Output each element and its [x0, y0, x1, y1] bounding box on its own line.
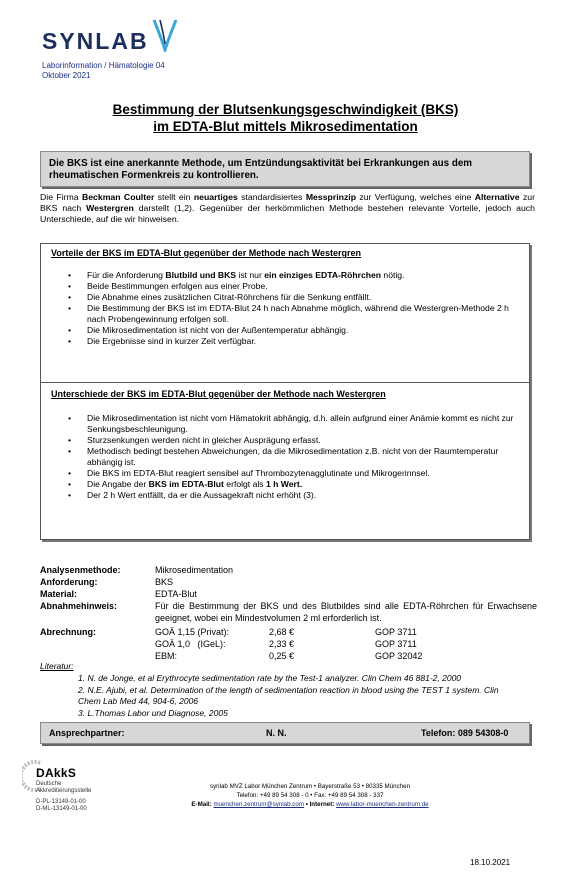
list-item: • Die Mikrosedimentation ist nicht vom Hämatokrit abhängig, d.h. allein aufgrund einer Anämie kommt es nicht zur Senkungsbeschleunigung. [87, 413, 517, 435]
list-item: • Der 2 h Wert entfällt, da er die Aussagekraft nicht erhöht (3). [87, 490, 517, 501]
list-item: • Sturzsenkungen werden nicht in gleicher Ausprägung erfasst. [87, 435, 517, 446]
list-item: • Beide Bestimmungen erfolgen aus einer Probe. [87, 281, 517, 292]
dakks-text: Deutsche Akkreditierungsstelle [36, 781, 92, 794]
method-label: Analysenmethode: [40, 565, 121, 575]
summary-box [40, 151, 530, 187]
synlab-logo-text: SYNLAB [42, 28, 149, 54]
billing-code: GOP 3711 [375, 639, 417, 649]
summary-text: Die BKS ist eine anerkannte Methode, um Entzündungsaktivität bei Erkrankungen aus dem rheumatischen Formenkreis zu kontrollieren. [49, 158, 472, 181]
list-item: • Die Mikrosedimentation ist nicht von der Außentemperatur abhängig. [87, 325, 517, 336]
contact-phone: Telefon: 089 54308-0 [421, 728, 509, 738]
billing-price: 2,33 € [269, 639, 295, 649]
section-divider [40, 382, 530, 383]
doc-date: 18.10.2021 [470, 858, 511, 867]
footer-address: synlab MVZ Labor München Zentrum • Bayerstraße 53 • 80335 München [209, 783, 411, 790]
literature-heading: Literatur: [40, 661, 74, 671]
literature-item: 3. L.Thomas Labor und Diagnose, 2005 [78, 708, 228, 718]
billing-name: EBM: [155, 651, 178, 661]
contact-label: Ansprechpartner: [49, 728, 125, 738]
differences-heading: Unterschiede der BKS im EDTA-Blut gegenüber der Methode nach Westergren [51, 389, 386, 399]
billing-name: GOÄ 1,0 (IGeL): [155, 639, 226, 649]
material-label: Material: [40, 589, 78, 599]
footer-contact: E-Mail: muenchen.zentrum@synlab.com • Internet: www.labor-muenchen-zentrum.de [191, 801, 429, 808]
page-title-line2: im EDTA-Blut mittels Mikrosedimentation [153, 119, 418, 134]
differences-list [68, 413, 517, 501]
note-value: Für die Bestimmung der BKS und des Blutbildes sind alle EDTA-Röhrchen für Erwachsene geeignet, wobei ein Mindestvolumen 2 ml erforderlich ist. [155, 601, 537, 623]
footer-phone: Telefon: +49 89 54 308 - 0 • Fax: +49 89 54 308 - 337 [236, 792, 384, 799]
contact-box [40, 722, 530, 744]
website-link[interactable]: www.labor-muenchen-zentrum.de [336, 801, 429, 808]
billing-label: Abrechnung: [40, 627, 96, 637]
doc-category: Laborinformation / Hämatologie 04 [42, 61, 165, 70]
contact-name: N. N. [266, 728, 287, 738]
page-title-line1: Bestimmung der Blutsenkungsgeschwindigkeit (BKS) [112, 102, 459, 117]
dakks-ids: D-PL-13149-01-00 D-ML-13149-01-00 [36, 799, 87, 812]
advantages-list [68, 270, 517, 347]
literature-item: 2. N.E. Ajubi, et al. Determination of the length of sedimentation reaction in blood using the TEST 1 system. Clin Chem Lab Med 44, 904-6, 2006 [78, 685, 499, 706]
billing-code: GOP 3711 [375, 627, 417, 637]
list-item: • Die Bestimmung der BKS ist im EDTA-Blut 24 h nach Abnahme möglich, während die Westergren-Methode 2 h nach Probengewinnung erfolgen soll. [87, 303, 517, 325]
list-item: • Die Angabe der BKS im EDTA-Blut erfolgt als 1 h Wert. [87, 479, 517, 490]
list-item: • Die BKS im EDTA-Blut reagiert sensibel auf Thrombozytenagglutinate und Mikrogerinnsel. [87, 468, 517, 479]
list-item: • Die Abnahme eines zusätzlichen Citrat-Röhrchens für die Senkung entfällt. [87, 292, 517, 303]
note-label: Abnahmehinweis: [40, 601, 118, 611]
intro-paragraph: Die Firma Beckman Coulter stellt ein neuartiges standardisiertes Messprinzip zur Verfügung, welches eine Alternative zur BKS nach Westergren darstellt (1,2). Gegenüber der herkömmlichen Methode bestehen relevante Vorteile, jedoch auch Unterschiede, auf die wir hinweisen. [40, 192, 536, 224]
email-link[interactable]: muenchen.zentrum@synlab.com [213, 801, 304, 808]
request-value: BKS [155, 577, 174, 587]
advantages-heading: Vorteile der BKS im EDTA-Blut gegenüber der Methode nach Westergren [51, 248, 362, 258]
billing-name: GOÄ 1,15 (Privat): [155, 627, 230, 637]
doc-month: Oktober 2021 [42, 71, 91, 80]
request-label: Anforderung: [40, 577, 98, 587]
synlab-logo-icon [150, 18, 180, 52]
method-value: Mikrosedimentation [155, 565, 234, 575]
billing-price: 0,25 € [269, 651, 295, 661]
dakks-name: DAkkS [36, 766, 77, 780]
list-item: • Die Ergebnisse sind in kurzer Zeit verfügbar. [87, 336, 517, 347]
billing-code: GOP 32042 [375, 651, 423, 661]
list-item: • Für die Anforderung Blutbild und BKS ist nur ein einziges EDTA-Röhrchen nötig. [87, 270, 517, 281]
billing-price: 2,68 € [269, 627, 295, 637]
material-value: EDTA-Blut [155, 589, 197, 599]
list-item: • Methodisch bedingt bestehen Abweichungen, da die Mikrosedimentation z.B. nicht von der Raumtemperatur abhängig ist. [87, 446, 517, 468]
literature-item: 1. N. de Jonge, et al Erythrocyte sedimentation rate by the Test-1 analyzer. Clin Chem 46 881-2, 2000 [78, 673, 462, 683]
